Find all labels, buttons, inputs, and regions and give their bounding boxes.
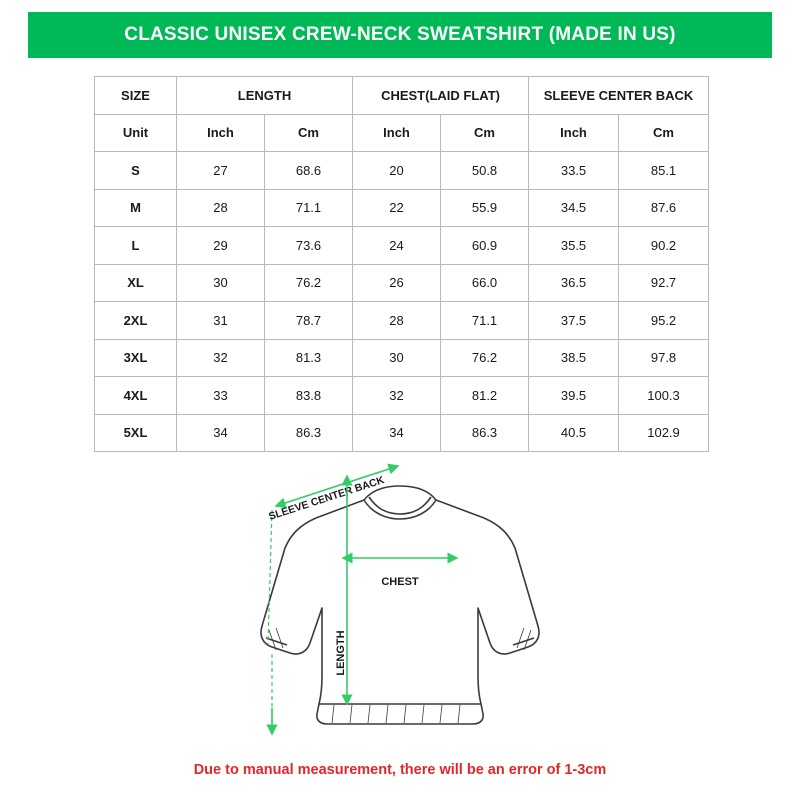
cell-chest-cm: 81.2	[441, 377, 529, 415]
cell-chest-cm: 66.0	[441, 264, 529, 302]
cell-length-inch: 34	[177, 414, 265, 452]
cell-chest-inch: 28	[353, 302, 441, 340]
cell-chest-cm: 86.3	[441, 414, 529, 452]
header-size: SIZE	[95, 77, 177, 115]
cell-length-cm: 86.3	[265, 414, 353, 452]
cell-sleeve-inch: 40.5	[529, 414, 619, 452]
table-row	[95, 227, 709, 265]
unit-label: Unit	[95, 114, 177, 152]
measurement-disclaimer: Due to manual measurement, there will be an error of 1-3cm	[193, 762, 607, 778]
cell-length-inch: 29	[177, 227, 265, 265]
unit-chest-cm: Cm	[441, 114, 529, 152]
cell-length-cm: 76.2	[265, 264, 353, 302]
cell-chest-cm: 60.9	[441, 227, 529, 265]
cell-chest-cm: 76.2	[441, 339, 529, 377]
cell-length-inch: 33	[177, 377, 265, 415]
size-table-container	[94, 76, 706, 452]
cell-sleeve-inch: 33.5	[529, 152, 619, 190]
table-row	[95, 264, 709, 302]
sweatshirt-outline-icon	[261, 486, 539, 724]
table-row	[95, 339, 709, 377]
unit-chest-inch: Inch	[353, 114, 441, 152]
cell-sleeve-cm: 100.3	[619, 377, 709, 415]
table-row	[95, 414, 709, 452]
cell-length-cm: 68.6	[265, 152, 353, 190]
cell-size: 2XL	[95, 302, 177, 340]
length-label: LENGTH	[335, 630, 347, 676]
cell-chest-inch: 30	[353, 339, 441, 377]
cell-sleeve-inch: 37.5	[529, 302, 619, 340]
cell-size: S	[95, 152, 177, 190]
table-row	[95, 189, 709, 227]
cell-sleeve-cm: 87.6	[619, 189, 709, 227]
cell-length-cm: 83.8	[265, 377, 353, 415]
table-row	[95, 152, 709, 190]
cell-length-cm: 73.6	[265, 227, 353, 265]
table-unit-row	[95, 114, 709, 152]
cell-size: 3XL	[95, 339, 177, 377]
cell-sleeve-cm: 90.2	[619, 227, 709, 265]
cell-length-inch: 32	[177, 339, 265, 377]
page-title: CLASSIC UNISEX CREW-NECK SWEATSHIRT (MADE IN US)	[124, 24, 676, 45]
unit-sleeve-inch: Inch	[529, 114, 619, 152]
cell-size: 4XL	[95, 377, 177, 415]
table-row	[95, 302, 709, 340]
cell-chest-cm: 50.8	[441, 152, 529, 190]
cell-sleeve-inch: 36.5	[529, 264, 619, 302]
cell-chest-inch: 20	[353, 152, 441, 190]
measurement-diagram	[0, 448, 800, 748]
cell-length-cm: 81.3	[265, 339, 353, 377]
table-group-header-row	[95, 77, 709, 115]
cell-chest-inch: 22	[353, 189, 441, 227]
cell-sleeve-inch: 38.5	[529, 339, 619, 377]
size-table	[94, 76, 709, 452]
header-chest: CHEST(LAID FLAT)	[353, 77, 529, 115]
cell-sleeve-inch: 39.5	[529, 377, 619, 415]
cell-chest-inch: 32	[353, 377, 441, 415]
cell-sleeve-inch: 35.5	[529, 227, 619, 265]
cell-chest-inch: 34	[353, 414, 441, 452]
cell-size: 5XL	[95, 414, 177, 452]
cell-length-cm: 71.1	[265, 189, 353, 227]
chest-label: CHEST	[381, 576, 419, 588]
unit-length-inch: Inch	[177, 114, 265, 152]
cell-sleeve-inch: 34.5	[529, 189, 619, 227]
cell-length-inch: 28	[177, 189, 265, 227]
cell-sleeve-cm: 92.7	[619, 264, 709, 302]
cell-chest-cm: 55.9	[441, 189, 529, 227]
cell-chest-inch: 24	[353, 227, 441, 265]
cell-size: L	[95, 227, 177, 265]
cell-length-inch: 30	[177, 264, 265, 302]
header-sleeve: SLEEVE CENTER BACK	[529, 77, 709, 115]
cell-sleeve-cm: 97.8	[619, 339, 709, 377]
cell-sleeve-cm: 102.9	[619, 414, 709, 452]
unit-length-cm: Cm	[265, 114, 353, 152]
sleeve-label: SLEEVE CENTER BACK	[267, 474, 386, 523]
cell-chest-inch: 26	[353, 264, 441, 302]
table-row	[95, 377, 709, 415]
cell-length-inch: 27	[177, 152, 265, 190]
unit-sleeve-cm: Cm	[619, 114, 709, 152]
title-banner	[28, 12, 772, 58]
cell-size: M	[95, 189, 177, 227]
cell-length-cm: 78.7	[265, 302, 353, 340]
cell-length-inch: 31	[177, 302, 265, 340]
cell-sleeve-cm: 85.1	[619, 152, 709, 190]
cell-chest-cm: 71.1	[441, 302, 529, 340]
cell-sleeve-cm: 95.2	[619, 302, 709, 340]
cell-size: XL	[95, 264, 177, 302]
header-length: LENGTH	[177, 77, 353, 115]
